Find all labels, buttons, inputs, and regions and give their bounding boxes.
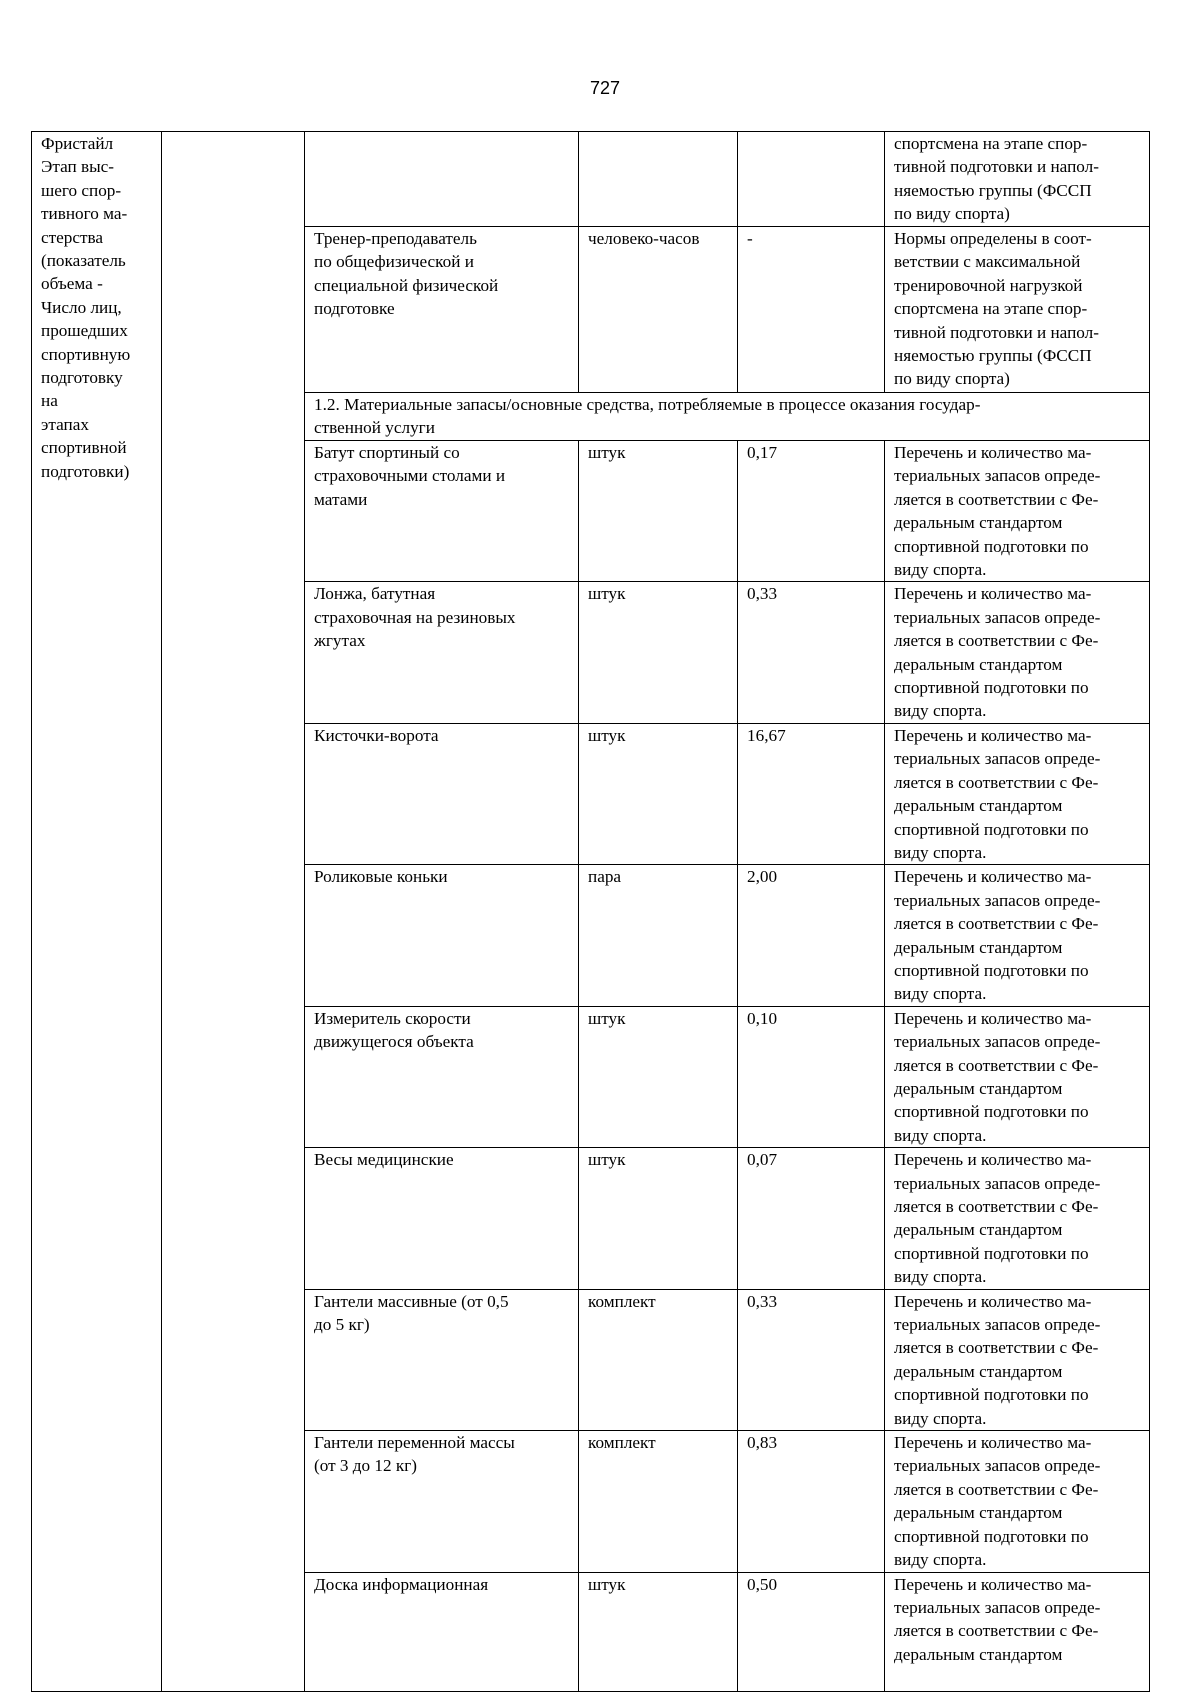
unit: человеко-часов xyxy=(588,229,700,248)
note: Перечень и количество ма- териальных запасов опреде- ляется в соответствии с Фе- деральным стандартом спортивной подготовки по виду спорта. xyxy=(894,1433,1101,1570)
note-cell xyxy=(885,441,1150,582)
unit-cell xyxy=(579,132,738,227)
note-cell xyxy=(885,582,1150,723)
resource-name: Роликовые коньки xyxy=(314,867,448,887)
value: 0,17 xyxy=(747,443,778,462)
resource-name-cell xyxy=(305,1006,579,1147)
resource-name-cell xyxy=(305,441,579,582)
unit: комплект xyxy=(588,1433,656,1453)
norms-table xyxy=(31,131,1150,1692)
left-label: Фристайл Этап выс- шего спор- тивного ма- стерства (показатель объема - Число лиц, прошедших спортивную подготовку на этапах спортивной подготовки) xyxy=(41,134,131,481)
unit-cell xyxy=(579,227,738,393)
unit-cell xyxy=(579,1572,738,1691)
value: 0,83 xyxy=(747,1433,778,1453)
note: Перечень и количество ма- териальных запасов опреде- ляется в соответствии с Фе- деральным стандартом спортивной подготовки по виду спорта. xyxy=(894,443,1101,580)
note: Перечень и количество ма- териальных запасов опреде- ляется в соответствии с Фе- деральным стандартом спортивной подготовки по виду спорта. xyxy=(894,867,1101,1004)
value-cell xyxy=(738,865,885,1006)
note-cell xyxy=(885,1289,1150,1430)
unit: штук xyxy=(588,725,626,745)
note: Нормы определены в соот- ветствии с максимальной тренировочной нагрузкой спортсмена на этапе спор- тивной подготовки и напол- няемостью группы (ФССП по виду спорта) xyxy=(894,229,1099,389)
value-cell xyxy=(738,723,885,864)
value: 0,07 xyxy=(747,1150,778,1170)
value-cell xyxy=(738,441,885,582)
note: Перечень и количество ма- териальных запасов опреде- ляется в соответствии с Фе- деральным стандартом спортивной подготовки по виду спорта. xyxy=(894,584,1101,721)
value-cell xyxy=(738,1431,885,1572)
section-title-cell xyxy=(305,393,1150,441)
note-cell xyxy=(885,1148,1150,1289)
value-cell xyxy=(738,1148,885,1289)
unit-cell xyxy=(579,1006,738,1147)
value: 2,00 xyxy=(747,867,778,887)
resource-name: Тренер-преподаватель по общефизической и специальной физической подготовке xyxy=(314,229,499,319)
note-cell xyxy=(885,865,1150,1006)
value-cell xyxy=(738,227,885,393)
empty-column-cell xyxy=(162,132,305,1692)
value-cell xyxy=(738,1289,885,1430)
value-cell xyxy=(738,582,885,723)
value: 16,67 xyxy=(747,725,786,745)
value: 0,50 xyxy=(747,1574,778,1594)
unit: штук xyxy=(588,1574,626,1594)
note: Перечень и количество ма- териальных запасов опреде- ляется в соответствии с Фе- деральным стандартом спортивной подготовки по виду спорта. xyxy=(894,1008,1101,1145)
note-cell xyxy=(885,1572,1150,1691)
value: 0,33 xyxy=(747,584,778,604)
resource-name-cell xyxy=(305,865,579,1006)
resource-name: Лонжа, батутная страховочная на резиновых жгутах xyxy=(314,584,516,651)
unit: штук xyxy=(588,443,626,462)
value-cell xyxy=(738,1572,885,1691)
note: Перечень и количество ма- териальных запасов опреде- ляется в соответствии с Фе- деральным стандартом спортивной подготовки по виду спорта. xyxy=(894,1291,1101,1428)
unit-cell xyxy=(579,1289,738,1430)
note-cell xyxy=(885,1006,1150,1147)
page-number: 727 xyxy=(589,78,621,98)
resource-name: Гантели массивные (от 0,5 до 5 кг) xyxy=(314,1291,509,1335)
note: спортсмена на этапе спор- тивной подготовки и напол- няемостью группы (ФССП по виду спорта) xyxy=(894,134,1099,224)
section-title: 1.2. Материальные запасы/основные средства, потребляемые в процессе оказания государ- ственной услуги xyxy=(314,395,981,438)
value: 0,10 xyxy=(747,1008,778,1028)
resource-name-cell xyxy=(305,132,579,227)
note-cell xyxy=(885,1431,1150,1572)
note: Перечень и количество ма- териальных запасов опреде- ляется в соответствии с Фе- деральным стандартом xyxy=(894,1574,1101,1664)
resource-name-cell xyxy=(305,1289,579,1430)
note: Перечень и количество ма- териальных запасов опреде- ляется в соответствии с Фе- деральным стандартом спортивной подготовки по виду спорта. xyxy=(894,725,1101,862)
unit: комплект xyxy=(588,1291,656,1311)
resource-name: Весы медицинские xyxy=(314,1150,454,1170)
resource-name-cell xyxy=(305,1572,579,1691)
unit: штук xyxy=(588,1150,626,1170)
resource-name-cell xyxy=(305,227,579,393)
unit: штук xyxy=(588,584,626,604)
unit-cell xyxy=(579,1148,738,1289)
note-cell xyxy=(885,723,1150,864)
note: Перечень и количество ма- териальных запасов опреде- ляется в соответствии с Фе- деральным стандартом спортивной подготовки по виду спорта. xyxy=(894,1150,1101,1287)
resource-name-cell xyxy=(305,1431,579,1572)
resource-name-cell xyxy=(305,1148,579,1289)
unit-cell xyxy=(579,441,738,582)
unit-cell xyxy=(579,723,738,864)
resource-name: Кисточки-ворота xyxy=(314,725,439,745)
unit: пара xyxy=(588,867,622,887)
resource-name-cell xyxy=(305,723,579,864)
note-cell xyxy=(885,132,1150,227)
resource-name: Измеритель скорости движущегося объекта xyxy=(314,1008,474,1052)
note-cell xyxy=(885,227,1150,393)
unit: штук xyxy=(588,1008,626,1028)
value: 0,33 xyxy=(747,1291,778,1311)
resource-name: Батут спортиный со страховочными столами и матами xyxy=(314,443,506,509)
left-label-cell xyxy=(32,132,162,1692)
resource-name: Гантели переменной массы (от 3 до 12 кг) xyxy=(314,1433,515,1476)
unit-cell xyxy=(579,1431,738,1572)
resource-name-cell xyxy=(305,582,579,723)
value-cell xyxy=(738,132,885,227)
value-cell xyxy=(738,1006,885,1147)
value: - xyxy=(747,229,753,248)
unit-cell xyxy=(579,582,738,723)
resource-name: Доска информационная xyxy=(314,1574,489,1594)
unit-cell xyxy=(579,865,738,1006)
table-row xyxy=(32,132,1150,227)
